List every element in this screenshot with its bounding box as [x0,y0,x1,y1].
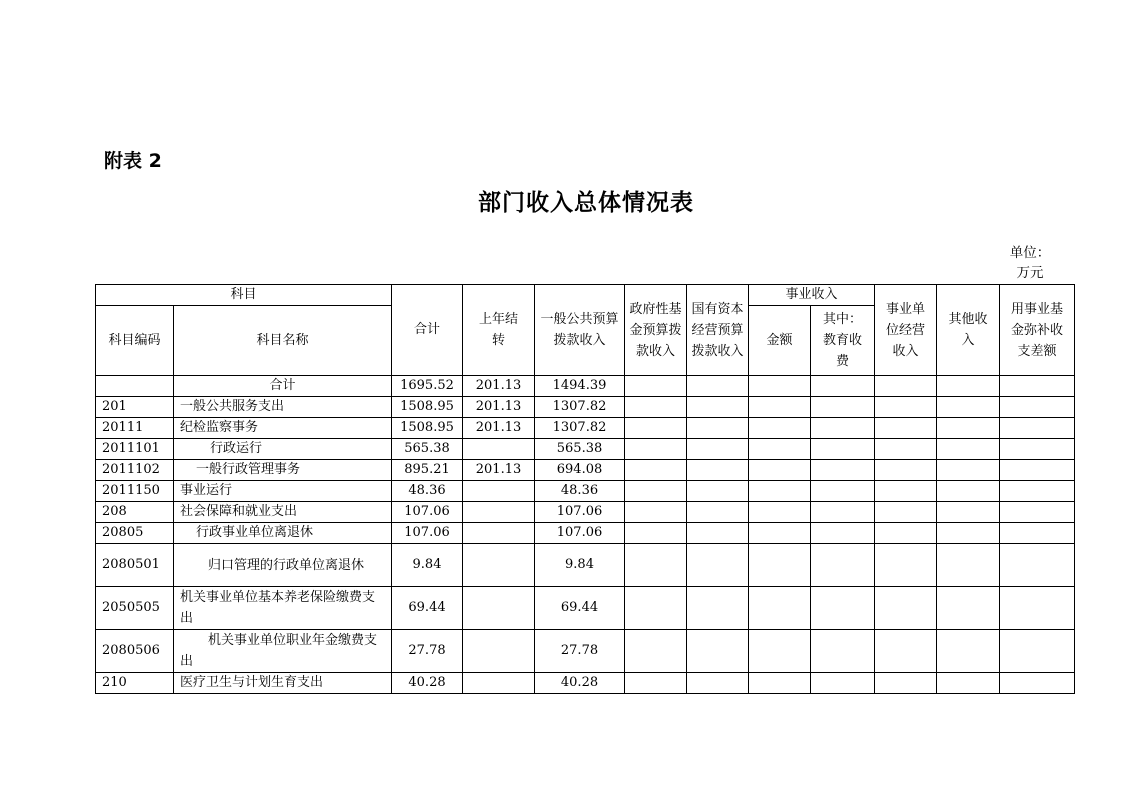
header-total: 合计 [392,285,463,376]
row-general: 107.06 [535,523,625,544]
header-subject-code: 科目编码 [96,306,174,376]
row-name: 医疗卫生与计划生育支出 [174,673,392,694]
page-title: 部门收入总体情况表 [478,190,694,216]
header-business-edu: 其中：教育收费 [811,306,875,376]
row-name: 行政事业单位离退休 [174,523,392,544]
header-state-capital: 国有资本经营预算拨款收入 [687,285,749,376]
row-name: 一般公共服务支出 [174,397,392,418]
row-total: 40.28 [392,673,463,694]
header-subject-group: 科目 [96,285,392,306]
row-total: 895.21 [392,460,463,481]
row-general: 107.06 [535,502,625,523]
header-business-income: 事业收入 [749,285,875,306]
row-total: 107.06 [392,502,463,523]
row-name: 归口管理的行政单位离退休 [174,544,392,587]
row-general: 565.38 [535,439,625,460]
header-business-amount: 金额 [749,306,811,376]
row-name: 行政运行 [174,439,392,460]
header-general-budget: 一般公共预算拨款收入 [535,285,625,376]
header-subject-name: 科目名称 [174,306,392,376]
row-general: 1307.82 [535,418,625,439]
table-row [96,523,1075,544]
row-total: 69.44 [392,587,463,630]
row-carryover [463,439,535,460]
row-name: 机关事业单位基本养老保险缴费支出 [174,587,392,630]
row-total: 1508.95 [392,418,463,439]
row-code: 201 [96,397,174,418]
unit-label [1004,243,1056,283]
header-gov-fund: 政府性基金预算拨款收入 [625,285,687,376]
row-carryover [463,481,535,502]
row-total: 9.84 [392,544,463,587]
row-carryover [463,523,535,544]
row-total: 27.78 [392,630,463,673]
header-other-income: 其他收入 [937,285,1000,376]
table-row [96,439,1075,460]
row-total: 565.38 [392,439,463,460]
row-general: 48.36 [535,481,625,502]
total-row-carryover: 201.13 [463,376,535,397]
row-name: 一般行政管理事务 [174,460,392,481]
row-general: 694.08 [535,460,625,481]
row-total: 107.06 [392,523,463,544]
row-general: 1307.82 [535,397,625,418]
header-carryover: 上年结转 [463,285,535,376]
table-row [96,418,1075,439]
row-carryover: 201.13 [463,397,535,418]
unit-line1: 单位： [1009,245,1051,261]
table-row [96,397,1075,418]
row-general: 27.78 [535,630,625,673]
row-carryover: 201.13 [463,460,535,481]
row-general: 69.44 [535,587,625,630]
row-code: 208 [96,502,174,523]
total-row-general: 1494.39 [535,376,625,397]
row-general: 40.28 [535,673,625,694]
row-name: 机关事业单位职业年金缴费支出 [174,630,392,673]
income-table [95,284,1075,694]
row-name: 事业运行 [174,481,392,502]
table-row [96,502,1075,523]
row-code: 2080506 [96,630,174,673]
row-code: 2011150 [96,481,174,502]
row-total: 48.36 [392,481,463,502]
row-code: 20111 [96,418,174,439]
total-row-label: 合计 [174,376,392,397]
table-row [96,630,1075,673]
table-row [96,460,1075,481]
table-row [96,544,1075,587]
total-row [96,376,1075,397]
row-carryover [463,587,535,630]
row-carryover [463,544,535,587]
table-row [96,673,1075,694]
header-fund-balance: 用事业基金弥补收支差额 [1000,285,1075,376]
row-total: 1508.95 [392,397,463,418]
total-row-total: 1695.52 [392,376,463,397]
table-row [96,481,1075,502]
row-code: 20805 [96,523,174,544]
row-code: 2011101 [96,439,174,460]
row-carryover [463,502,535,523]
table-row [96,587,1075,630]
row-code: 2050505 [96,587,174,630]
row-name: 社会保障和就业支出 [174,502,392,523]
row-code: 210 [96,673,174,694]
row-carryover [463,673,535,694]
appendix-label: 附表 2 [104,150,162,172]
row-code: 2080501 [96,544,174,587]
row-name: 纪检监察事务 [174,418,392,439]
row-carryover [463,630,535,673]
unit-line2: 万元 [1016,265,1044,281]
header-business-unit-ops: 事业单位经营收入 [875,285,937,376]
row-general: 9.84 [535,544,625,587]
row-code: 2011102 [96,460,174,481]
row-carryover: 201.13 [463,418,535,439]
